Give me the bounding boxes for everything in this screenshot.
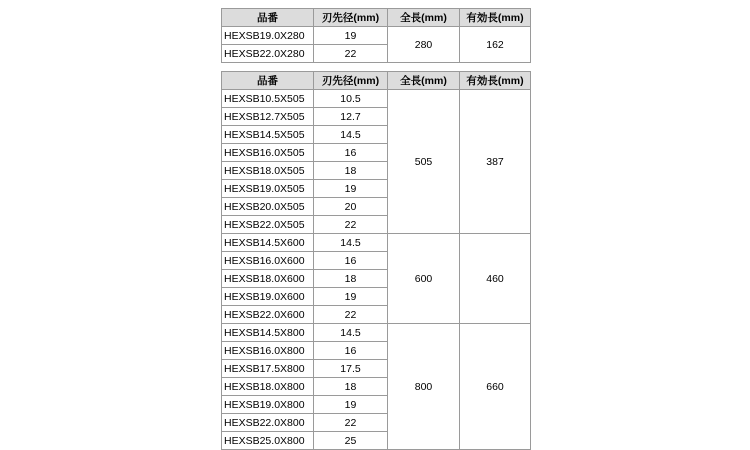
part-number-cell: HEXSB22.0X600: [222, 306, 314, 324]
tip-diameter-cell: 20: [314, 198, 388, 216]
total-length-cell: 505: [388, 90, 460, 234]
tip-diameter-cell: 14.5: [314, 234, 388, 252]
effective-length-cell: 162: [460, 27, 531, 63]
header-effective-length: 有効長(mm): [460, 72, 531, 90]
total-length-cell: 800: [388, 324, 460, 450]
tip-diameter-cell: 17.5: [314, 360, 388, 378]
total-length-cell: 600: [388, 234, 460, 324]
header-row: [222, 9, 531, 27]
tip-diameter-cell: 16: [314, 144, 388, 162]
header-total-length: 全長(mm): [388, 72, 460, 90]
part-number-cell: HEXSB25.0X800: [222, 432, 314, 450]
part-number-cell: HEXSB22.0X505: [222, 216, 314, 234]
tip-diameter-cell: 18: [314, 378, 388, 396]
part-number-cell: HEXSB14.5X800: [222, 324, 314, 342]
effective-length-cell: 660: [460, 324, 531, 450]
tip-diameter-cell: 19: [314, 27, 388, 45]
part-number-cell: HEXSB19.0X600: [222, 288, 314, 306]
tip-diameter-cell: 12.7: [314, 108, 388, 126]
part-number-cell: HEXSB10.5X505: [222, 90, 314, 108]
table-row: [222, 324, 531, 342]
tip-diameter-cell: 10.5: [314, 90, 388, 108]
part-number-cell: HEXSB14.5X600: [222, 234, 314, 252]
part-number-cell: HEXSB19.0X280: [222, 27, 314, 45]
part-number-cell: HEXSB16.0X505: [222, 144, 314, 162]
tip-diameter-cell: 19: [314, 288, 388, 306]
part-number-cell: HEXSB18.0X800: [222, 378, 314, 396]
header-tip-diameter: 刃先径(mm): [314, 72, 388, 90]
tip-diameter-cell: 16: [314, 342, 388, 360]
header-part-number: 品番: [222, 9, 314, 27]
part-number-cell: HEXSB22.0X800: [222, 414, 314, 432]
tip-diameter-cell: 22: [314, 306, 388, 324]
tip-diameter-cell: 16: [314, 252, 388, 270]
part-number-cell: HEXSB22.0X280: [222, 45, 314, 63]
table-row: [222, 27, 531, 45]
total-length-cell: 280: [388, 27, 460, 63]
header-effective-length: 有効長(mm): [460, 9, 531, 27]
part-number-cell: HEXSB14.5X505: [222, 126, 314, 144]
tip-diameter-cell: 22: [314, 45, 388, 63]
tip-diameter-cell: 19: [314, 180, 388, 198]
spec-table-505-800: [221, 71, 531, 450]
tip-diameter-cell: 18: [314, 270, 388, 288]
part-number-cell: HEXSB17.5X800: [222, 360, 314, 378]
spec-table-280: [221, 8, 531, 63]
tip-diameter-cell: 22: [314, 216, 388, 234]
part-number-cell: HEXSB18.0X505: [222, 162, 314, 180]
part-number-cell: HEXSB12.7X505: [222, 108, 314, 126]
effective-length-cell: 387: [460, 90, 531, 234]
part-number-cell: HEXSB16.0X600: [222, 252, 314, 270]
tip-diameter-cell: 19: [314, 396, 388, 414]
tip-diameter-cell: 22: [314, 414, 388, 432]
header-part-number: 品番: [222, 72, 314, 90]
header-row: [222, 72, 531, 90]
part-number-cell: HEXSB20.0X505: [222, 198, 314, 216]
table-row: [222, 90, 531, 108]
part-number-cell: HEXSB19.0X505: [222, 180, 314, 198]
effective-length-cell: 460: [460, 234, 531, 324]
header-total-length: 全長(mm): [388, 9, 460, 27]
part-number-cell: HEXSB19.0X800: [222, 396, 314, 414]
tip-diameter-cell: 14.5: [314, 324, 388, 342]
header-tip-diameter: 刃先径(mm): [314, 9, 388, 27]
part-number-cell: HEXSB16.0X800: [222, 342, 314, 360]
tip-diameter-cell: 18: [314, 162, 388, 180]
part-number-cell: HEXSB18.0X600: [222, 270, 314, 288]
tip-diameter-cell: 14.5: [314, 126, 388, 144]
tip-diameter-cell: 25: [314, 432, 388, 450]
table-row: [222, 234, 531, 252]
